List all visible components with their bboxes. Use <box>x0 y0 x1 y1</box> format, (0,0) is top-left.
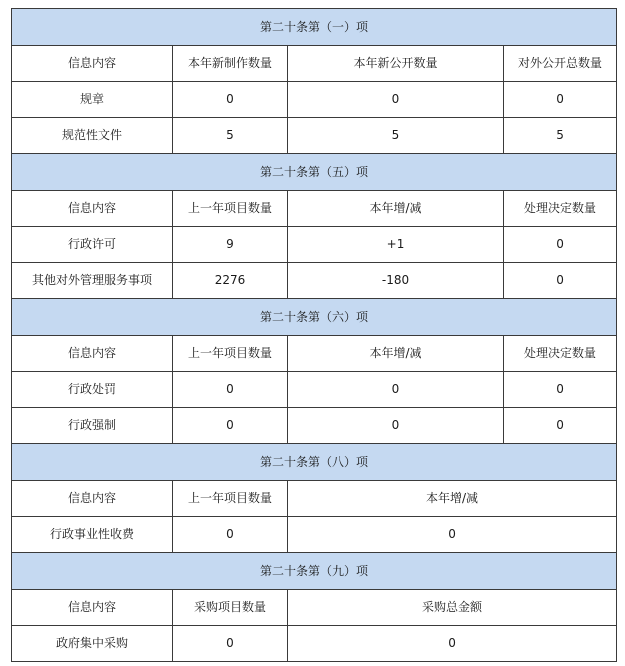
cell-value: 0 <box>504 372 617 408</box>
section-header-row <box>12 154 617 191</box>
column-header: 上一年项目数量 <box>173 191 288 227</box>
row-label: 行政事业性收费 <box>12 517 173 553</box>
disclosure-table-container <box>11 8 616 662</box>
column-header: 本年新制作数量 <box>173 46 288 82</box>
column-header: 本年增/减 <box>288 336 504 372</box>
cell-value: 5 <box>504 118 617 154</box>
column-header-row <box>12 590 617 626</box>
cell-value: 0 <box>288 82 504 118</box>
column-header-row <box>12 481 617 517</box>
table-row <box>12 408 617 444</box>
column-header: 本年新公开数量 <box>288 46 504 82</box>
column-header: 信息内容 <box>12 481 173 517</box>
column-header-row <box>12 46 617 82</box>
row-label: 行政强制 <box>12 408 173 444</box>
cell-value: 0 <box>504 408 617 444</box>
column-header-row <box>12 191 617 227</box>
column-header: 处理决定数量 <box>504 191 617 227</box>
table-row <box>12 372 617 408</box>
column-header: 信息内容 <box>12 590 173 626</box>
cell-value: 5 <box>288 118 504 154</box>
column-header: 信息内容 <box>12 336 173 372</box>
cell-value: 0 <box>173 626 288 662</box>
table-row <box>12 517 617 553</box>
cell-value: 0 <box>173 372 288 408</box>
section-header-row <box>12 9 617 46</box>
section-title: 第二十条第（五）项 <box>12 154 617 191</box>
column-header: 上一年项目数量 <box>173 336 288 372</box>
table-row <box>12 82 617 118</box>
column-header: 上一年项目数量 <box>173 481 288 517</box>
cell-value: 0 <box>288 408 504 444</box>
cell-value: 0 <box>288 372 504 408</box>
column-header: 采购总金额 <box>288 590 617 626</box>
column-header: 信息内容 <box>12 46 173 82</box>
column-header: 信息内容 <box>12 191 173 227</box>
cell-value: 0 <box>504 227 617 263</box>
section-header-row <box>12 299 617 336</box>
column-header: 处理决定数量 <box>504 336 617 372</box>
cell-value: 0 <box>173 408 288 444</box>
cell-value: 5 <box>173 118 288 154</box>
cell-value: 0 <box>288 626 617 662</box>
section-header-row <box>12 553 617 590</box>
row-label: 规章 <box>12 82 173 118</box>
cell-value: -180 <box>288 263 504 299</box>
row-label: 政府集中采购 <box>12 626 173 662</box>
disclosure-table <box>11 8 617 662</box>
table-row <box>12 626 617 662</box>
cell-value: +1 <box>288 227 504 263</box>
table-row <box>12 227 617 263</box>
section-title: 第二十条第（九）项 <box>12 553 617 590</box>
section-header-row <box>12 444 617 481</box>
row-label: 其他对外管理服务事项 <box>12 263 173 299</box>
cell-value: 0 <box>173 517 288 553</box>
cell-value: 2276 <box>173 263 288 299</box>
row-label: 行政处罚 <box>12 372 173 408</box>
section-title: 第二十条第（八）项 <box>12 444 617 481</box>
cell-value: 0 <box>288 517 617 553</box>
table-row <box>12 118 617 154</box>
column-header: 本年增/减 <box>288 191 504 227</box>
cell-value: 0 <box>173 82 288 118</box>
cell-value: 0 <box>504 82 617 118</box>
section-title: 第二十条第（一）项 <box>12 9 617 46</box>
column-header-row <box>12 336 617 372</box>
section-title: 第二十条第（六）项 <box>12 299 617 336</box>
row-label: 规范性文件 <box>12 118 173 154</box>
cell-value: 0 <box>504 263 617 299</box>
table-row <box>12 263 617 299</box>
row-label: 行政许可 <box>12 227 173 263</box>
column-header: 对外公开总数量 <box>504 46 617 82</box>
column-header: 采购项目数量 <box>173 590 288 626</box>
cell-value: 9 <box>173 227 288 263</box>
column-header: 本年增/减 <box>288 481 617 517</box>
